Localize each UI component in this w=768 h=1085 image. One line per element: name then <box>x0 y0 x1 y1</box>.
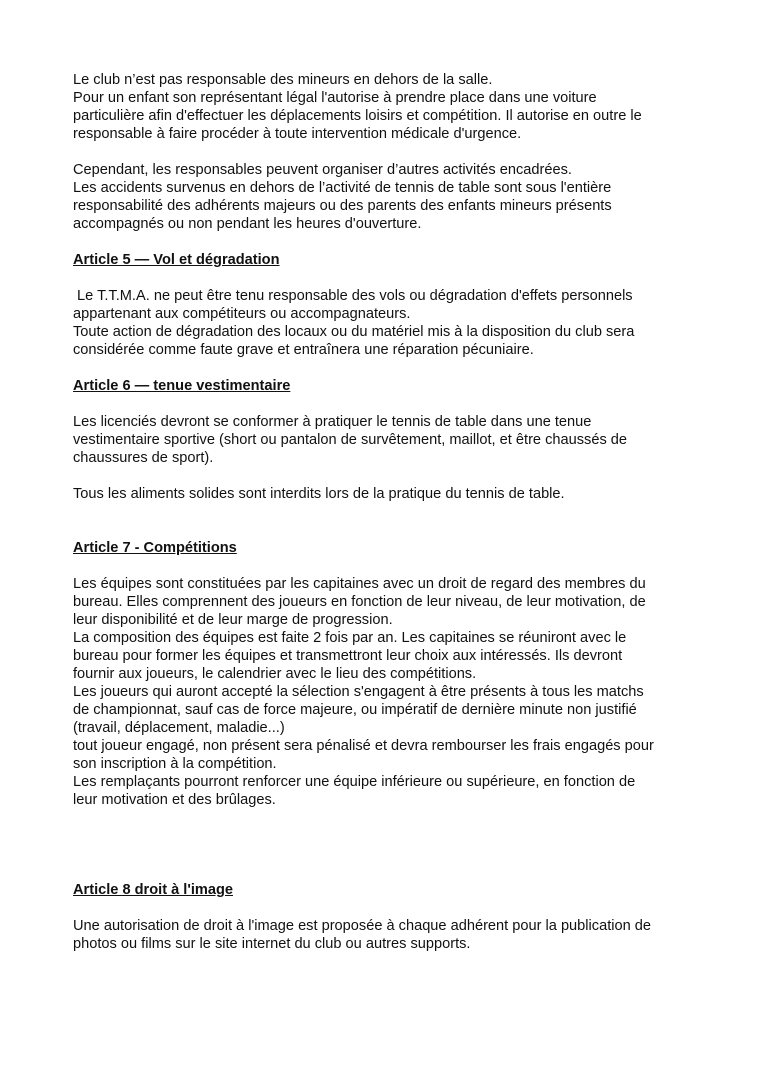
text-line: leur motivation et des brûlages. <box>73 792 276 808</box>
article-7-body <box>73 575 713 809</box>
text-line: leur disponibilité et de leur marge de progression. <box>73 612 393 628</box>
article-5-body <box>73 287 713 359</box>
text-line: Toute action de dégradation des locaux ou du matériel mis à la disposition du club sera <box>73 324 635 340</box>
text-line: bureau pour former les équipes et transmettront leur choix aux intéressés. Ils devront <box>73 648 623 664</box>
text-line: Les joueurs qui auront accepté la sélection s'engagent à être présents à tous les matchs <box>73 684 644 700</box>
text-line: photos ou films sur le site internet du club ou autres supports. <box>73 936 471 952</box>
text-line: tout joueur engagé, non présent sera pénalisé et devra rembourser les frais engagés pour <box>73 738 654 754</box>
text-line: responsable à faire procéder à toute intervention médicale d'urgence. <box>73 126 522 142</box>
document-page <box>73 71 713 953</box>
text-line: fournir aux joueurs, le calendrier avec le lieu des compétitions. <box>73 666 477 682</box>
text-line: responsabilité des adhérents majeurs ou des parents des enfants mineurs présents <box>73 198 612 214</box>
text-line: Les remplaçants pourront renforcer une équipe inférieure ou supérieure, en fonction de <box>73 774 636 790</box>
text-line: chaussures de sport). <box>73 450 214 466</box>
text-line: vestimentaire sportive (short ou pantalon de survêtement, maillot, et être chaussés de <box>73 432 628 448</box>
text-line: Le T.T.M.A. ne peut être tenu responsable des vols ou dégradation d'effets personnels <box>73 288 633 304</box>
text-line: considérée comme faute grave et entraînera une réparation pécuniaire. <box>73 342 534 358</box>
text-line: La composition des équipes est faite 2 fois par an. Les capitaines se réuniront avec le <box>73 630 627 646</box>
text-line: Les accidents survenus en dehors de l’activité de tennis de table sont sous l'entière <box>73 180 612 196</box>
text-line: Le club n’est pas responsable des mineurs en dehors de la salle. <box>73 72 493 88</box>
text-line: Les licenciés devront se conformer à pratiquer le tennis de table dans une tenue <box>73 414 592 430</box>
article-7-heading: Article 7 - Compétitions <box>73 540 237 556</box>
text-line: particulière afin d'effectuer les déplacements loisirs et compétition. Il autorise en outre le <box>73 108 642 124</box>
article-6-paragraph-1 <box>73 413 713 467</box>
text-line: Cependant, les responsables peuvent organiser d’autres activités encadrées. <box>73 162 572 178</box>
article-8-heading: Article 8 droit à l'image <box>73 882 233 898</box>
text-line: (travail, déplacement, maladie...) <box>73 720 285 736</box>
text-line: Tous les aliments solides sont interdits lors de la pratique du tennis de table. <box>73 486 565 502</box>
text-line: Une autorisation de droit à l'image est proposée à chaque adhérent pour la publication de <box>73 918 652 934</box>
article-8-body <box>73 917 713 953</box>
intro-paragraph-1 <box>73 71 713 143</box>
text-line: Les équipes sont constituées par les capitaines avec un droit de regard des membres du <box>73 576 646 592</box>
text-line: de championnat, sauf cas de force majeure, ou impératif de dernière minute non justifié <box>73 702 637 718</box>
text-line: bureau. Elles comprennent des joueurs en fonction de leur niveau, de leur motivation, de <box>73 594 646 610</box>
article-5-heading: Article 5 — Vol et dégradation <box>73 252 280 268</box>
text-line: appartenant aux compétiteurs ou accompagnateurs. <box>73 306 411 322</box>
text-line: Pour un enfant son représentant légal l'autorise à prendre place dans une voiture <box>73 90 597 106</box>
text-line: son inscription à la compétition. <box>73 756 277 772</box>
intro-paragraph-2 <box>73 161 713 233</box>
text-line: accompagnés ou non pendant les heures d'ouverture. <box>73 216 422 232</box>
article-6-paragraph-2 <box>73 485 713 503</box>
article-6-heading: Article 6 — tenue vestimentaire <box>73 378 291 394</box>
